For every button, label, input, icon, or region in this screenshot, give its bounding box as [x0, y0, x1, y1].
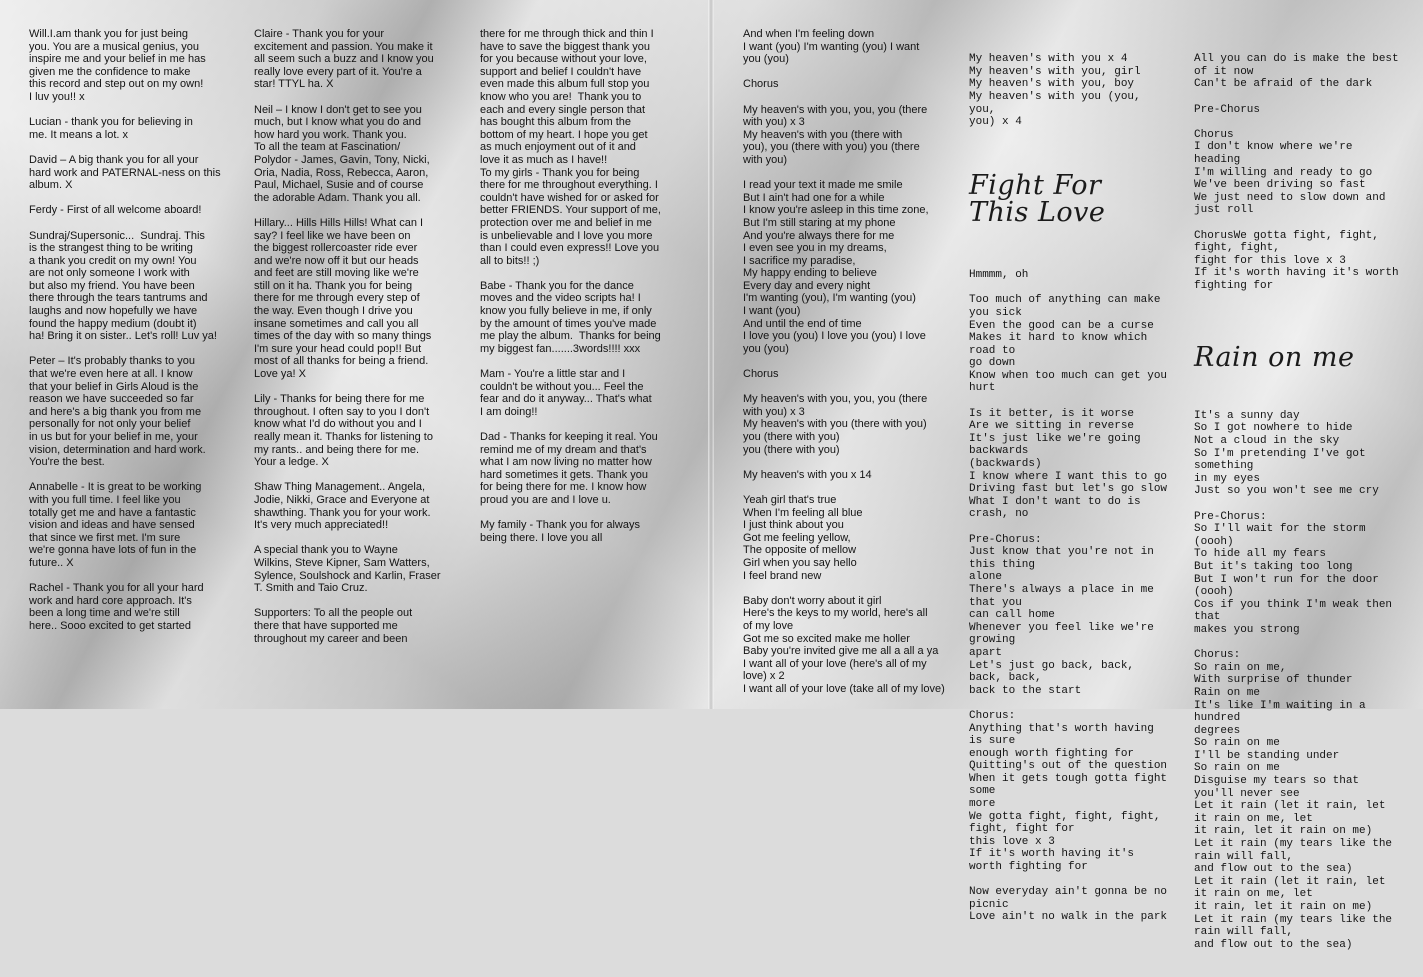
lyrics-column-1: And when I'm feeling down I want (you) I'm wanting (you) I want you (you) Chorus My heaven's with you, you, you (there with you) x 3 My heaven's with you (there with you), you (there with you) you (there with you) I read your text it made me smile But I ain't had one for a while I know you're asleep in this time zone, But I'm still staring at my phone And you're always there for me I even see you in my dreams, I sacrifice my paradise, My happy ending to believe Every day and every night I'm wanting (you), I'm wanting (you) I want (you) And until the end of time I love you (you) I love you (you) I love you (you) Chorus My heaven's with you, you, you (there with you) x 3 My heaven's with you (there with you) you (there with you) you (there with you) My heaven's with you x 14 Yeah girl that's true When I'm feeling all blue I just think about you Got me feeling yellow, The opposite of mellow Girl when you say hello I feel brand new Baby don't worry about it girl Here's the keys to my world, here's all of my love Got me so excited make me holler Baby you're invited give me all a all a ya I want all of your love (here's all of my love) x 2 I want all of your love (take all of my love) [743, 28, 945, 695]
lyrics-column-2 [969, 28, 1169, 949]
thanks-column-1: Will.I.am thank you for just being you. You are a musical genius, you inspire me and your belief in me has given me the confidence to make this record and step out on my own! I luv you!! x Lucian - thank you for believing in me. It means a lot. x David – A big thank you for all your hard work and PATERNAL-ness on this album. X Ferdy - First of all welcome aboard! Sundraj/Supersonic... Sundraj. This is the strangest thing to be writing a thank you credit on my own! You are not only someone I work with but also my friend. You have been there through the tears tantrums and laughs and now hopefully we have found the happy medium (doubt it) ha! Bring it on sister.. Let's roll! Luv ya! Peter – It's probably thanks to you that we're even here at all. I know that your belief in Girls Aloud is the reason we have succeeded so far and here's a big thank you from me personally for not only your belief in us but for your belief in me, your vision, determination and hard work. You're the best. Annabelle - It is great to be working with you full time. I feel like you totally get me and have a fantastic vision and ideas and have sensed that since we first met. I'm sure we're gonna have lots of fun in the future.. X Rachel - Thank you for all your hard work and hard core approach. It's been a long time and we're still here.. Sooo excited to get started [29, 28, 221, 632]
lyrics-column-3 [1194, 28, 1399, 977]
thanks-column-3: there for me through thick and thin I have to save the biggest thank you for you because without your love, support and belief I couldn't have even made this album full stop you know who you are! Thank you to each and every single person that has bought this album from the bottom of my heart. I hope you get as much enjoyment out of it and love it as much as I have!! To my girls - Thank you for being there for me throughout everything. I couldn't have wished for or asked for better FRIENDS. Your support of me, protection over me and belief in me is unbelievable and I love you more than I could even express!! Love you all to bits!! ;) Babe - Thank you for the dance moves and the video scripts ha! I know you fully believe in me, if only by the amount of times you've made me play the album. Thanks for being my biggest fan.......3words!!!! xxx Mam - You're a little star and I couldn't be without you... Feel the fear and do it anyway... That's what I am doing!! Dad - Thanks for keeping it real. You remind me of my dream and that's what I am now living no matter how hard sometimes it gets. Thank you for being there for me. I know how proud you are and I love u. My family - Thank you for always being there. I love you all [480, 28, 661, 544]
lyrics-block-heaven-ending: My heaven's with you x 4 My heaven's with you, girl My heaven's with you, boy My heaven's with you (you, you, you) x 4 [969, 53, 1141, 129]
thanks-column-2: Claire - Thank you for your excitement and passion. You make it all seem such a buzz and I know you really love every part of it. You're a star! TTYL ha. X Neil – I know I don't get to see you much, but I know what you do and how hard you work. Thank you. To all the team at Fascination/ Polydor - James, Gavin, Tony, Nicki, Oria, Nadia, Ross, Rebecca, Aaron, Paul, Michael, Susie and of course the adorable Adam. Thank you all. Hillary... Hills Hills Hills! What can I say? I feel like we have been on the biggest rollercoaster ride ever and we're now off it but our heads and feet are still moving like we're still on it ha. Thank you for being there for me through every step of the way. Even though I drive you insane sometimes and call you all times of the day with so many things I'm sure your head could pop!! But most of all thanks for being a friend. Love ya! X Lily - Thanks for being there for me throughout. I often say to you I don't know what I'd do without you and I really mean it. Thanks for listening to my rants.. and being there for me. Your a ledge. X Shaw Thing Management.. Angela, Jodie, Nikki, Grace and Everyone at shawthing. Thank you for your work. It's very much appreciated!! A special thank you to Wayne Wilkins, Steve Kipner, Sam Watters, Sylence, Soulshock and Karlin, Fraser T. Smith and Taio Cruz. Supporters: To all the people out there that have supported me throughout my career and been [254, 28, 441, 645]
page-spine [708, 0, 714, 709]
lyrics-block-fight-for-this-love: Hmmmm, oh Too much of anything can make you sick Even the good can be a curse Makes it hard to know which road to go down Know when too much can get you hurt Is it better, is it worse Are we sitting in reverse It's just like we're going backwards (backwards) I know where I want this to go Driving fast but let's go slow What I don't want to do is crash, no Pre-Chorus: Just know that you're not in this thing alone There's always a place in me that you can call home Whenever you feel like we're growing apart Let's just go back, back, back, back, back to the start Chorus: Anything that's worth having is sure enough worth fighting for Quitting's out of the question When it gets tough gotta fight some more We gotta fight, fight, fight, fight, fight for this love x 3 If it's worth having it's worth fighting for Now everyday ain't gonna be no picnic Love ain't no walk in the park [969, 269, 1168, 924]
lyrics-block-fight-ending: All you can do is make the best of it now Can't be afraid of the dark Pre-Chorus Chorus I don't know where we're heading I'm willing and ready to go We've been driving so fast We just need to slow down and just roll ChorusWe gotta fight, fight, fight, fight, fight for this love x 3 If it's worth having it's worth fighting for [1194, 53, 1399, 292]
song-title-rain-on-me: Rain on me [1194, 341, 1355, 373]
song-title-fight-for-this-love: Fight For This Love [969, 169, 1111, 228]
lyrics-block-rain-on-me: It's a sunny day So I got nowhere to hide Not a cloud in the sky So I'm pretending I've got something in my eyes Just so you won't see me cry Pre-Chorus: So I'll wait for the storm (oooh) To hide all my fears But it's taking too long But I won't run for the door (oooh) Cos if you think I'm weak then that makes you strong Chorus: So rain on me, With surprise of thunder Rain on me It's like I'm waiting in a hundred degrees So rain on me I'll be standing under So rain on me Disguise my tears so that you'll never see Let it rain (let it rain, let it rain on me, let it rain, let it rain on me) Let it rain (my tears like the rain will fall, and flow out to the sea) Let it rain (let it rain, let it rain on me, let it rain, let it rain on me) Let it rain (my tears like the rain will fall, and flow out to the sea) [1194, 409, 1393, 951]
